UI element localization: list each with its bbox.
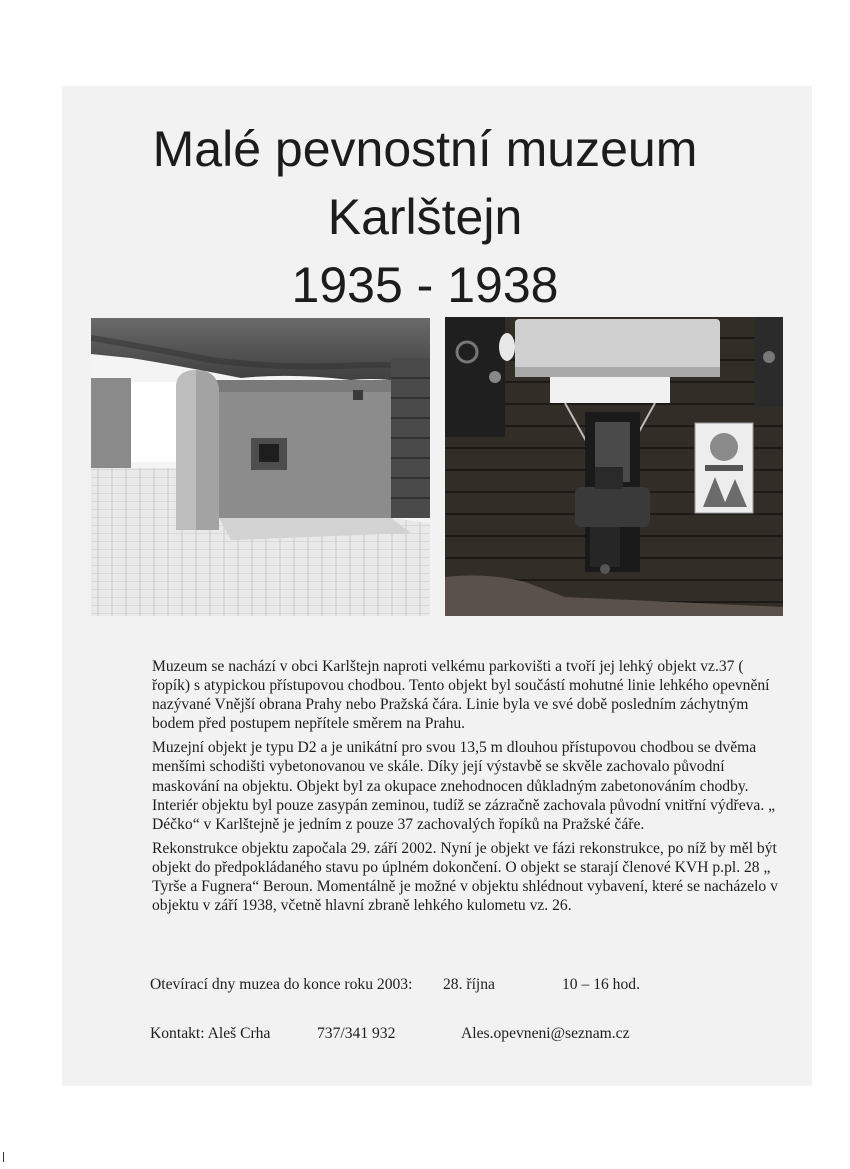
paragraph-1: Muzeum se nachází v obci Karlštejn naproti velkému parkovišti a tvoří jej lehký objekt vz.37 ( řopík) s atypickou přístupovou chodbou. Tento objekt byl součástí mohutné linie lehkého opevnění nazývané Vnější obrana Prahy nebo Pražská čára. Linie byla ve své době posledním záchytným bodem před postupem nepřítele směrem na Prahu. <box>152 658 770 733</box>
opening-hours: 10 – 16 hod. <box>562 976 640 993</box>
title-line-1: Malé pevnostní muzeum <box>152 121 698 177</box>
bunker-interior-photo <box>445 317 783 616</box>
title-line-3: 1935 - 1938 <box>291 257 559 313</box>
bunker-exterior-photo <box>91 318 430 616</box>
opening-date: 28. října <box>443 976 495 993</box>
contact-phone: 737/341 932 <box>317 1025 396 1042</box>
paragraph-2: Muzejní objekt je typu D2 a je unikátní pro svou 13,5 m dlouhou přístupovou chodbou se dvěma menšími schodišti vybetonovanou ve skále. Díky její výstavbě se skvěle zachovalo původní maskování na objektu. Objekt byl za okupace znehodnocen důkladným zabetonováním chodby. Interiér objektu byl pouze zasypán zeminou, tudíž se zázračně zachovala původní vnitřní výdřeva. „ Déčko“ v Karlštejně je jedním z pouze 37 zachovalých řopíků na Pražské čáře. <box>152 739 776 833</box>
page-title <box>0 115 850 319</box>
paragraph-3: Rekonstrukce objektu započala 29. září 2002. Nyní je objekt ve fázi rekonstrukce, po níž by měl být objekt do předpokládaného stavu po úplném dokončení. O objekt se starají členové KVH p.pl. 28 „ Tyrše a Fugnera“ Beroun. Momentálně je možné v objektu shlédnout vybavení, které se nacházelo v objektu v září 1938, včetně hlavní zbraně lehkého kulometu vz. 26. <box>152 839 778 915</box>
contact-email[interactable]: Ales.opevneni@seznam.cz <box>461 1025 630 1042</box>
contact-name: Kontakt: Aleš Crha <box>150 1025 271 1042</box>
title-line-2: Karlštejn <box>327 189 523 245</box>
scan-edge-mark <box>3 1152 4 1162</box>
description-text <box>152 657 782 920</box>
opening-days-label: Otevírací dny muzea do konce roku 2003: <box>150 976 413 993</box>
